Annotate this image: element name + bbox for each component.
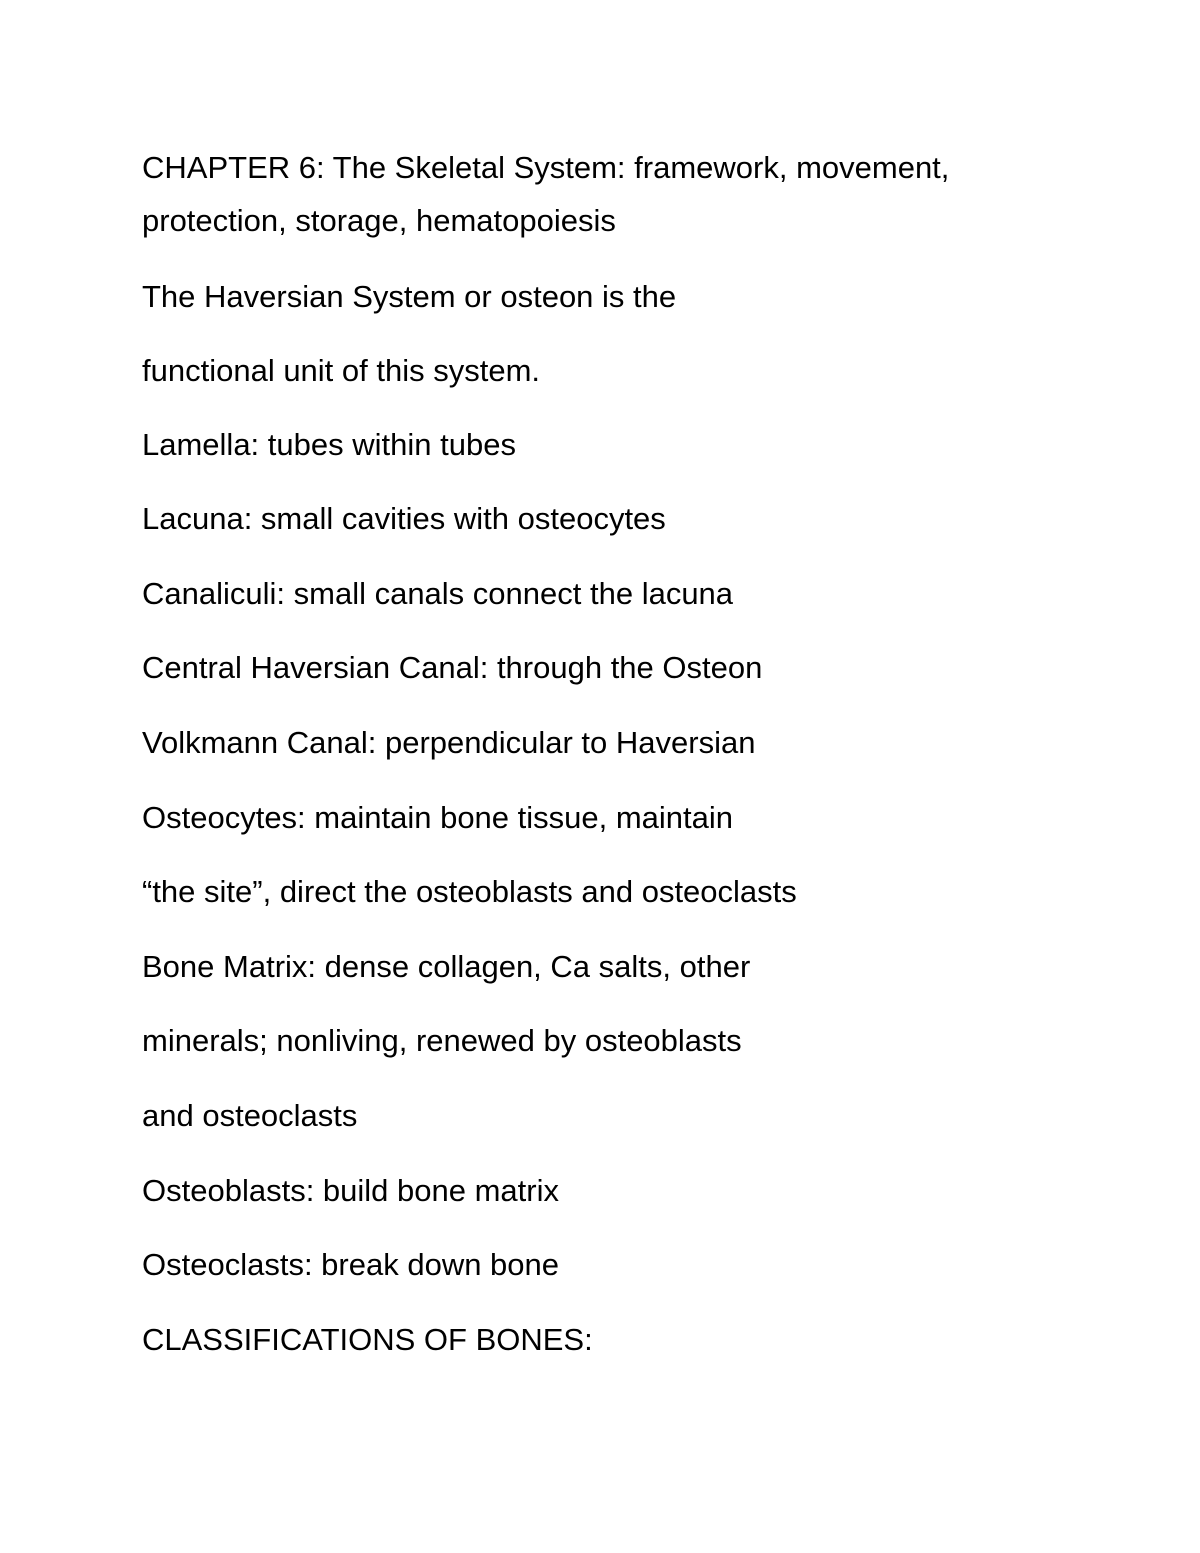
text-line: and osteoclasts [142,1098,358,1133]
text-line: minerals; nonliving, renewed by osteoblasts [142,1023,742,1058]
text-line: Bone Matrix: dense collagen, Ca salts, other [142,949,751,984]
text-line: Central Haversian Canal: through the Osteon [142,650,763,685]
text-line: Osteoclasts: break down bone [142,1247,560,1282]
text-line: “the site”, direct the osteoblasts and osteoclasts [142,874,797,909]
chapter-title-line-2: protection, storage, hematopoiesis [142,203,616,238]
section-heading: CLASSIFICATIONS OF BONES: [142,1322,593,1357]
text-line: The Haversian System or osteon is the [142,279,677,314]
text-line: Lamella: tubes within tubes [142,427,516,462]
text-line: Volkmann Canal: perpendicular to Haversian [142,725,756,760]
text-line: Canaliculi: small canals connect the lacuna [142,576,734,611]
text-line: functional unit of this system. [142,353,541,388]
chapter-title-line-1: CHAPTER 6: The Skeletal System: framework, movement, [142,150,950,185]
text-line: Osteocytes: maintain bone tissue, maintain [142,800,734,835]
text-line: Osteoblasts: build bone matrix [142,1173,559,1208]
text-line: Lacuna: small cavities with osteocytes [142,501,666,536]
